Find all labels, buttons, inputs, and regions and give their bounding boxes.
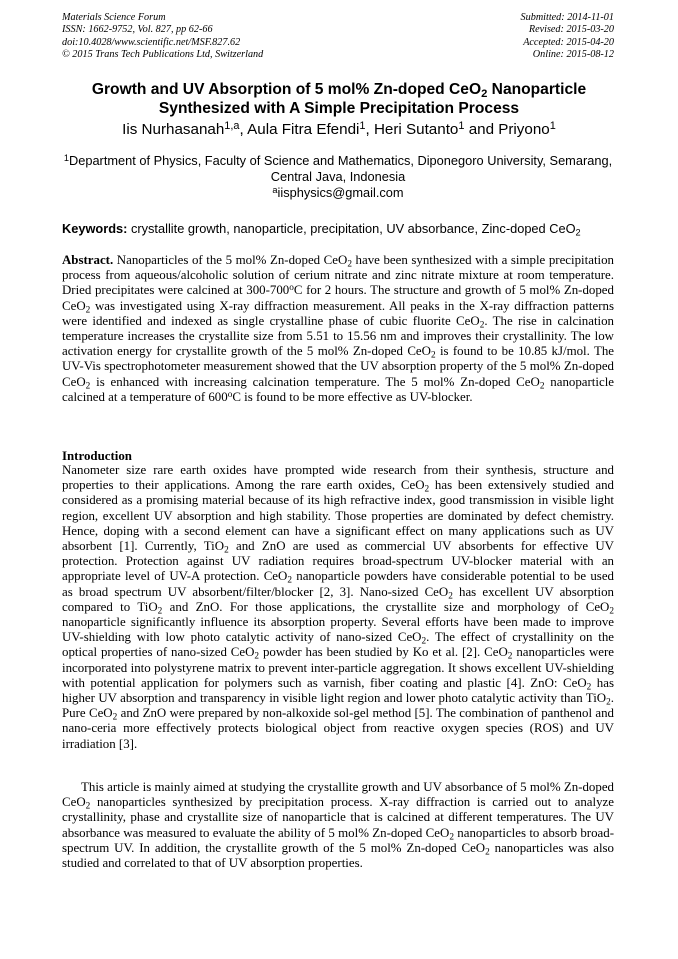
title-part: Growth and UV Absorption of 5 mol% Zn-doped CeO <box>91 81 482 98</box>
author-affil-mark: 1,a <box>224 120 240 133</box>
author-affil-mark: 1 <box>549 120 556 133</box>
author-affil-mark: 1 <box>458 120 465 133</box>
subscript: 2 <box>85 801 91 812</box>
body-text: . Pure CeO <box>62 691 614 721</box>
abstract-text: is found to be 10.85 kJ/mol. The UV-Vis spectrophotometer measurement showed that the UV absorption property of the 5 mol% Zn-doped CeO <box>62 344 614 389</box>
abstract-text: C for 2 hours. The structure and growth of 5 mol% Zn-doped CeO <box>62 283 614 313</box>
subscript: 2 <box>586 682 592 693</box>
abstract-text: have been synthesized with a simple precipitation process from aqueous/alcoholic solution of cerium nitrate and zinc nitrate mixture at room temperature. Dried precipitates were calcined at 300-700 <box>62 253 614 298</box>
introduction-paragraph-1 <box>62 463 614 752</box>
body-text: nanoparticles synthesized by precipitation process. X-ray diffraction is carried out to analyze crystallinity, phase and crystallite size of nanoparticle that is calcined at different temperatures. The UV absorbance was measured to evaluate the ability of 5 mol% Zn-doped CeO <box>62 795 614 840</box>
author-affil-mark: 1 <box>359 120 366 133</box>
body-text: and ZnO. For those applications, the crystallite size and morphology of CeO <box>162 599 610 614</box>
title-line-2: Synthesized with A Simple Precipitation Process <box>158 100 520 117</box>
abstract-text: nanoparticle calcined at a temperature of 600 <box>62 374 614 404</box>
keywords-text: crystallite growth, nanoparticle, precipitation, UV absorbance, Zinc-doped CeO <box>127 221 576 236</box>
affiliation-block <box>62 153 614 201</box>
header-left <box>62 12 263 62</box>
subscript: 2 <box>287 575 292 586</box>
subscript: 2 <box>424 484 430 495</box>
title-part: Nanoparticle <box>487 81 587 98</box>
abstract-text: Nanoparticles of the 5 mol% Zn-doped CeO <box>113 253 348 267</box>
email-mark: a <box>272 184 278 195</box>
copyright-line: © 2015 Trans Tech Publications Ltd, Switzerland <box>62 49 264 61</box>
subscript: 2 <box>254 651 260 662</box>
subscript: 2 <box>606 697 611 708</box>
abstract-paragraph <box>62 253 614 405</box>
degree-mark: o <box>227 389 233 400</box>
abstract-text: is enhanced with increasing calcination temperature. The 5 mol% Zn-doped CeO <box>90 374 540 389</box>
body-text: powder has been studied by Ko et al. [2]. CeO <box>259 645 508 660</box>
body-text: nanoparticle significantly influence its absorption property. Several efforts have been made to improve UV-shielding with low photo catalytic activity of nano-sized CeO <box>62 615 614 645</box>
introduction-paragraph-2 <box>62 780 614 871</box>
keywords-line <box>62 221 614 237</box>
body-text: This article is mainly aimed at studying the crystallite growth and UV absorbance of 5 mol% Zn-doped CeO <box>62 780 614 810</box>
author-name: , Aula Fitra Efendi <box>239 121 360 138</box>
subscript: 2 <box>421 636 427 647</box>
affil-mark: 1 <box>63 152 69 163</box>
subscript: 2 <box>609 606 614 617</box>
subscript: 2 <box>449 831 454 842</box>
body-text: nanoparticle powders have considerable potential to be used as broad spectrum UV absorbent/filter/blocker [2, 3]. Nano-sized CeO <box>62 569 614 599</box>
abstract-text: . The rise in calcination temperature increases the crystallite size from 5.51 to 15.56 nm and improves their crystallinity. The low activation energy for crystallite growth of the 5 mol% Zn-doped CeO <box>62 313 615 359</box>
body-text: . The effect of crystallinity on the optical properties of nano-sized CeO <box>62 630 614 660</box>
subscript: 2 <box>430 350 436 361</box>
online-date: Online: 2015-08-12 <box>532 49 614 61</box>
author-name: and Priyono <box>464 121 550 138</box>
abstract-text: was investigated using X-ray diffraction measurement. All peaks in the X-ray diffraction patterns were identified and indexed as single crystalline phase of cubic fluorite CeO <box>62 298 614 328</box>
revised-date: Revised: 2015-03-20 <box>528 24 614 36</box>
subscript: 2 <box>507 651 513 662</box>
subscript: 2 <box>347 259 352 270</box>
submitted-date: Submitted: 2014-11-01 <box>520 12 614 23</box>
subscript: 2 <box>485 847 490 858</box>
affiliation-text: Department of Physics, Faculty of Science and Mathematics, Diponegoro University, Semarang, Central Java, Indonesia <box>68 153 613 184</box>
body-text: nanoparticles to absorb broad-spectrum UV. In addition, the crystallite growth of the 5 mol% Zn-doped CeO <box>62 825 614 855</box>
paper-title <box>40 80 638 118</box>
author-list <box>40 120 638 139</box>
journal-name: Materials Science Forum <box>62 12 166 23</box>
keywords-label: Keywords: <box>62 221 128 236</box>
doi-line: doi:10.4028/www.scientific.net/MSF.827.62 <box>62 36 241 48</box>
author-name: , Heri Sutanto <box>365 121 459 138</box>
abstract-label: Abstract. <box>62 253 114 267</box>
keywords-subscript: 2 <box>575 227 581 238</box>
introduction-heading: Introduction <box>62 449 132 463</box>
header-right <box>521 12 614 62</box>
subscript: 2 <box>448 590 453 601</box>
author-name: Iis Nurhasanah <box>122 121 225 138</box>
subscript: 2 <box>157 606 163 617</box>
issn-line: ISSN: 1662-9752, Vol. 827, pp 62-66 <box>62 24 213 36</box>
abstract-text: C is found to be more effective as UV-blocker. <box>232 389 473 404</box>
body-text: nanoparticles was also studied and correlated to that of UV absorption properties. <box>62 840 614 871</box>
body-text: Nanometer size rare earth oxides have prompted wide research from their synthesis, structure and properties to their applications. Among the rare earth oxides, CeO <box>62 463 614 493</box>
accepted-date: Accepted: 2015-04-20 <box>523 36 614 48</box>
body-text: and ZnO are used as commercial UV absorbents for effective UV protection. Protection against UV radiation requires broad-spectrum UV-blocker material with an appropriate level of UV-A protection. CeO <box>62 539 614 584</box>
subscript: 2 <box>479 320 485 331</box>
body-text: and ZnO were prepared by non-alkoxide sol-gel method [5]. The combination of panthenol and nano-ceria more effectively protects biological object from reactive oxygen species (ROS) and UV irradiation [3]. <box>62 706 614 751</box>
subscript: 2 <box>539 380 545 391</box>
body-text: has excellent UV absorption compared to TiO <box>62 584 614 614</box>
body-text: nanoparticles were incorporated into polystyrene matrix to prevent inter-particle aggregation. It shows excellent UV-shielding with potential application for polymers such as varnish, fiber coating and plastic [4]. ZnO: CeO <box>62 645 614 690</box>
title-subscript: 2 <box>481 87 488 100</box>
subscript: 2 <box>112 712 118 723</box>
body-text: has been extensively studied and considered as a promising material because of its high refractive index, good transmission in visible light region, excellent UV absorption and high stability. Those properties are dominated by defect chemistry. Hence, doping with a second element can have a significant effect on many applications such as UV absorbent [1]. Currently, TiO <box>62 478 615 554</box>
body-text: has higher UV absorption and transparency in visible light region and lower photo catalytic activity than TiO <box>62 675 614 706</box>
degree-mark: o <box>289 283 294 294</box>
subscript: 2 <box>224 545 229 556</box>
author-email: iisphysics@gmail.com <box>277 185 404 200</box>
subscript: 2 <box>85 304 91 315</box>
subscript: 2 <box>85 380 91 391</box>
